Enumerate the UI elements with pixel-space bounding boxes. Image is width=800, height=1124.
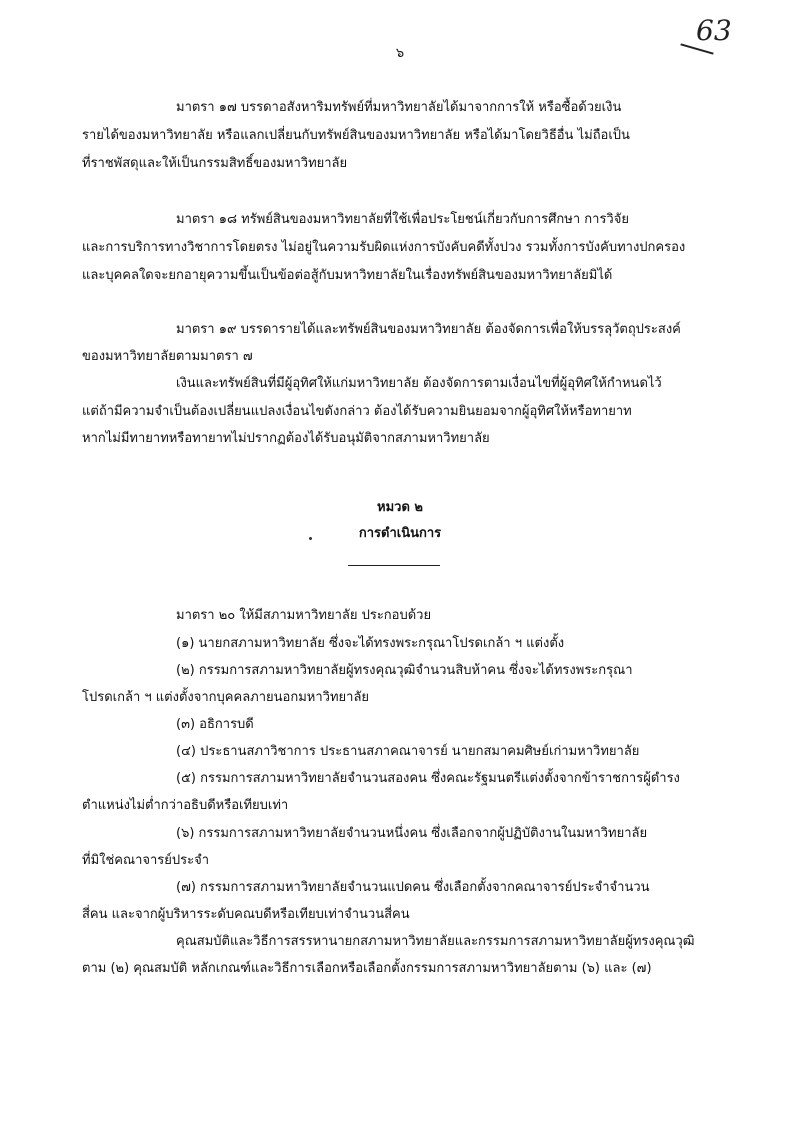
page-number: ๖	[395, 46, 405, 61]
section20-item4: (๔) ประธานสภาวิชาการ ประธานสภาคณาจารย์ นายกสมาคมศิษย์เก่ามหาวิทยาลัย	[176, 744, 640, 759]
handwritten-annotation	[676, 14, 746, 70]
section17-line3: ที่ราชพัสดุและให้เป็นกรรมสิทธิ์ของมหาวิทยาลัย	[82, 156, 348, 171]
handwritten-number: 63	[696, 14, 732, 47]
section20-item3: (๓) อธิการบดี	[176, 717, 254, 732]
section20-para-line2: ตาม (๒) คุณสมบัติ หลักเกณฑ์และวิธีการเลือกหรือเลือกตั้งกรรมการสภามหาวิทยาลัยตาม (๖) และ (๗)	[82, 961, 652, 976]
section20-line1: มาตรา ๒๐ ให้มีสภามหาวิทยาลัย ประกอบด้วย	[176, 608, 432, 623]
heading-divider	[348, 565, 440, 566]
section20-item2-line1: (๒) กรรมการสภามหาวิทยาลัยผู้ทรงคุณวุฒิจำนวนสิบห้าคน ซึ่งจะได้ทรงพระกรุณา	[176, 663, 633, 678]
section17-line1: มาตรา ๑๗ บรรดาอสังหาริมทรัพย์ที่มหาวิทยาลัยได้มาจากการให้ หรือซื้อด้วยเงิน	[176, 100, 622, 115]
stray-mark	[309, 537, 312, 540]
section18-line2: และการบริการทางวิชาการโดยตรง ไม่อยู่ในความรับผิดแห่งการบังคับคดีทั้งปวง รวมทั้งการบังคับทางปกครอง	[82, 240, 686, 255]
section18-line1: มาตรา ๑๘ ทรัพย์สินของมหาวิทยาลัยที่ใช้เพื่อประโยชน์เกี่ยวกับการศึกษา การวิจัย	[176, 212, 629, 227]
section17-line2: รายได้ของมหาวิทยาลัย หรือแลกเปลี่ยนกับทรัพย์สินของมหาวิทยาลัย หรือได้มาโดยวิธีอื่น ไม่ถือเป็น	[82, 128, 630, 143]
section20-para-line1: คุณสมบัติและวิธีการสรรหานายกสภามหาวิทยาลัยและกรรมการสภามหาวิทยาลัยผู้ทรงคุณวุฒิ	[176, 934, 695, 949]
section19-line2: ของมหาวิทยาลัยตามมาตรา ๗	[82, 349, 253, 364]
section19-line3: เงินและทรัพย์สินที่มีผู้อุทิศให้แก่มหาวิทยาลัย ต้องจัดการตามเงื่อนไขที่ผู้อุทิศให้กำหนดไว้	[176, 376, 662, 391]
section19-line1: มาตรา ๑๙ บรรดารายได้และทรัพย์สินของมหาวิทยาลัย ต้องจัดการเพื่อให้บรรลุวัตถุประสงค์	[176, 322, 681, 337]
section20-item7-line1: (๗) กรรมการสภามหาวิทยาลัยจำนวนแปดคน ซึ่งเลือกตั้งจากคณาจารย์ประจำจำนวน	[176, 880, 650, 895]
section19-line4: แต่ถ้ามีความจำเป็นต้องเปลี่ยนแปลงเงื่อนไขดังกล่าว ต้องได้รับความยินยอมจากผู้อุทิศให้หรือทายาท	[82, 404, 632, 419]
section20-item2-line2: โปรดเกล้า ฯ แต่งตั้งจากบุคคลภายนอกมหาวิทยาลัย	[82, 690, 370, 705]
section18-line3: และบุคคลใดจะยกอายุความขึ้นเป็นข้อต่อสู้กับมหาวิทยาลัยในเรื่องทรัพย์สินของมหาวิทยาลัยมิได้	[82, 268, 613, 283]
section19-line5: หากไม่มีทายาทหรือทายาทไม่ปรากฏต้องได้รับอนุมัติจากสภามหาวิทยาลัย	[82, 431, 490, 446]
chapter-title: การดำเนินการ	[358, 526, 442, 541]
section20-item6-line2: ที่มิใช่คณาจารย์ประจำ	[82, 853, 210, 868]
chapter-number: หมวด ๒	[377, 500, 423, 515]
section20-item7-line2: สี่คน และจากผู้บริหารระดับคณบดีหรือเทียบเท่าจำนวนสี่คน	[82, 907, 410, 922]
section20-item1: (๑) นายกสภามหาวิทยาลัย ซึ่งจะได้ทรงพระกรุณาโปรดเกล้า ฯ แต่งตั้ง	[176, 636, 565, 651]
section20-item5-line2: ตำแหน่งไม่ต่ำกว่าอธิบดีหรือเทียบเท่า	[82, 798, 289, 813]
section20-item6-line1: (๖) กรรมการสภามหาวิทยาลัยจำนวนหนึ่งคน ซึ่งเลือกจากผู้ปฏิบัติงานในมหาวิทยาลัย	[176, 826, 648, 841]
section20-item5-line1: (๕) กรรมการสภามหาวิทยาลัยจำนวนสองคน ซึ่งคณะรัฐมนตรีแต่งตั้งจากข้าราชการผู้ดำรง	[176, 771, 680, 786]
